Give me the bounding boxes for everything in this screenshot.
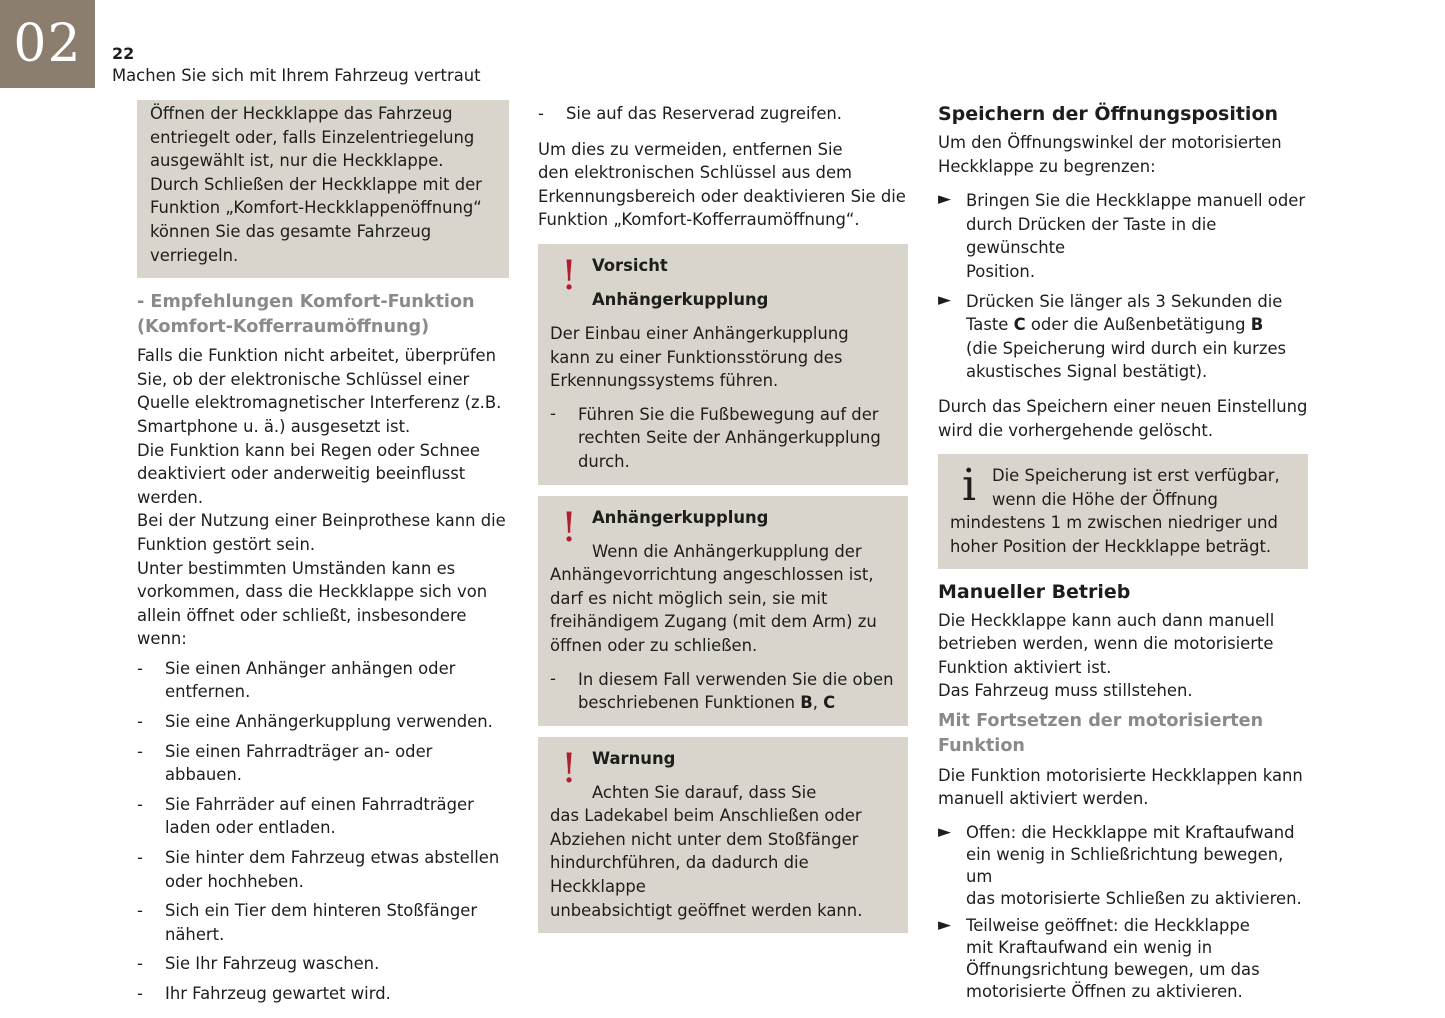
exclamation-icon: ! <box>561 745 578 792</box>
body-line: Quelle elektromagnetischer Interferenz (z.B. <box>137 393 502 413</box>
key-b: B <box>800 693 813 713</box>
body-line: vorkommen, dass die Heckklappe sich von <box>137 582 488 602</box>
dash-marker: - <box>137 794 143 814</box>
left-column <box>137 100 509 1006</box>
note-line: Öffnen der Heckklappe das Fahrzeug <box>150 104 453 123</box>
hitch-line: darf es nicht möglich sein, sie mit <box>550 588 828 608</box>
info-box: i Die Speicherung ist erst verfügbar, wenn die Höhe der Öffnung mindestens 1 m zwischen niedriger und hoher Position der Heckklappe beträgt. <box>938 454 1308 568</box>
manual-operation-heading: Manueller Betrieb <box>938 580 1131 603</box>
caution-line: Der Einbau einer Anhängerkupplung <box>550 323 849 343</box>
middle-column <box>538 100 908 933</box>
hitch-list <box>550 668 896 715</box>
step-item: ► Bringen Sie die Heckklappe manuell oder durch Drücken der Taste in die gewünschte Position. <box>938 189 1306 281</box>
body-line: allein öffnet oder schließt, insbesondere wenn: <box>137 605 467 649</box>
dash-marker: - <box>137 901 143 921</box>
exclamation-icon: ! <box>561 252 578 299</box>
info-icon: i <box>962 460 977 512</box>
list-item: - Sie einen Anhänger anhängen oder entfernen. <box>137 658 456 702</box>
dash-marker: - <box>137 741 143 761</box>
continue-motorized-heading: Mit Fortsetzen der motorisierten Funktion <box>938 710 1264 756</box>
list-item: - Sie Fahrräder auf einen Fahrradträger laden oder entladen. <box>137 794 474 838</box>
caution-box <box>538 244 908 485</box>
dash-marker: - <box>137 848 143 868</box>
manual-steps <box>938 822 1308 1003</box>
key-b: B <box>1250 315 1264 335</box>
save-after-text: Durch das Speichern einer neuen Einstellung wird die vorhergehende gelöscht. <box>938 396 1308 440</box>
hitch-line: Anhängevorrichtung angeschlossen ist, <box>550 565 874 585</box>
body-line: Die Funktion kann bei Regen oder Schnee <box>137 440 481 460</box>
arrow-icon: ► <box>938 822 952 843</box>
caution-list <box>550 403 896 474</box>
body-line: Sie, ob der elektronische Schlüssel einer <box>137 369 470 389</box>
body-line: werden. <box>137 487 204 507</box>
caution-title: Vorsicht <box>592 255 668 275</box>
warning-line: unbeabsichtigt geöffnet werden kann. <box>550 900 863 920</box>
dash-marker: - <box>538 104 544 123</box>
heading-line: - Empfehlungen Komfort-Funktion <box>137 292 475 313</box>
list-item: - Sich ein Tier dem hinteren Stoßfänger nähert. <box>137 901 478 944</box>
body-line: Falls die Funktion nicht arbeitet, überprüfen <box>137 346 497 366</box>
body-line: deaktiviert oder anderweitig beeinflusst <box>137 464 466 484</box>
continued-note-box <box>137 100 509 278</box>
list-item: - Sie einen Fahrradträger an- oder abbauen. <box>137 741 433 785</box>
note-line: ausgewählt ist, nur die Heckklappe. <box>150 151 444 171</box>
heading-line: (Komfort-Kofferraumöffnung) <box>137 317 430 338</box>
right-column <box>938 100 1308 1003</box>
list-item: - Ihr Fahrzeug gewartet wird. <box>137 982 509 1006</box>
list-item: - Sie hinter dem Fahrzeug etwas abstellen oder hochheben. <box>137 848 500 891</box>
list-item: - Führen Sie die Fußbewegung auf der rechten Seite der Anhängerkupplung durch. <box>550 403 881 471</box>
recommendations-body <box>137 344 509 651</box>
key-c: C <box>1013 315 1026 335</box>
dash-marker: - <box>137 712 143 732</box>
warning-line: hindurchführen, da dadurch die Heckklappe <box>550 853 809 897</box>
dash-marker: - <box>137 658 143 678</box>
chapter-tab: 02 <box>0 0 95 88</box>
recommendations-heading <box>137 290 509 340</box>
dash-marker: - <box>550 668 556 688</box>
list-item: - In diesem Fall verwenden Sie die oben beschriebenen Funktionen B, C <box>550 668 894 713</box>
save-intro: Um den Öffnungswinkel der motorisierten Heckklappe zu begrenzen: <box>938 133 1282 176</box>
caution-subtitle: Anhängerkupplung <box>592 289 769 309</box>
page-number: 22 <box>112 44 135 63</box>
save-position-heading: Speichern der Öffnungsposition <box>938 103 1279 125</box>
hitch-warning-box <box>538 496 908 726</box>
note-line: Funktion „Komfort-Heckklappenöffnung“ <box>150 198 482 218</box>
continue-text: Die Funktion motorisierte Heckklappen kann manuell aktiviert werden. <box>938 765 1303 809</box>
body-line: Erkennungsbereich oder deaktivieren Sie die <box>538 186 906 206</box>
warning-line: das Ladekabel beim Anschließen oder <box>550 806 862 826</box>
hitch-line: freihändigem Zugang (mit dem Arm) zu <box>550 612 877 632</box>
body-line: Funktion „Komfort-Kofferraumöffnung“. <box>538 210 860 230</box>
note-line: Durch Schließen der Heckklappe mit der <box>150 174 482 194</box>
section-title: Machen Sie sich mit Ihrem Fahrzeug vertraut <box>112 66 481 85</box>
avoid-text <box>538 138 908 232</box>
save-steps <box>938 189 1308 384</box>
warning-line: Achten Sie darauf, dass Sie <box>592 782 817 802</box>
key-c: C <box>823 693 836 713</box>
dash-marker: - <box>137 954 143 974</box>
list-item: - Sie eine Anhängerkupplung verwenden. <box>137 710 509 734</box>
step-item: ► Teilweise geöffnet: die Heckklappe mit Kraftaufwand ein wenig in Öffnungsrichtung bewegen, um das motorisierte Öffnen zu aktivieren. <box>938 915 1260 1002</box>
body-line: Unter bestimmten Umständen kann es <box>137 558 456 578</box>
caution-line: Erkennungssystems führen. <box>550 371 779 391</box>
note-line: verriegeln. <box>150 245 239 265</box>
caution-line: kann zu einer Funktionsstörung des <box>550 347 843 367</box>
body-line: Bei der Nutzung einer Beinprothese kann die <box>137 511 506 531</box>
dash-marker: - <box>137 984 143 1003</box>
step-item: ► Drücken Sie länger als 3 Sekunden die Taste C oder die Außenbetätigung B (die Speicherung wird durch ein kurzes akustisches Signal bestätigt). <box>938 289 1287 382</box>
body-line: den elektronischen Schlüssel aus dem <box>538 163 853 183</box>
warning-title: Warnung <box>592 748 676 768</box>
circumstances-list <box>137 657 509 1006</box>
arrow-icon: ► <box>938 915 952 936</box>
manual-text: Die Heckklappe kann auch dann manuell betrieben werden, wenn die motorisierte Funktion aktiviert ist. Das Fahrzeug muss stillstehen. <box>938 610 1275 701</box>
list-item: - Sie auf das Reserverad zugreifen. <box>538 102 908 126</box>
body-line: Smartphone u. ä.) ausgesetzt ist. <box>137 416 411 436</box>
dash-marker: - <box>550 403 556 423</box>
arrow-icon: ► <box>938 189 952 210</box>
hitch-line: Wenn die Anhängerkupplung der <box>592 541 862 561</box>
note-line: entriegelt oder, falls Einzelentriegelung <box>150 127 475 147</box>
charging-warning-box <box>538 737 908 934</box>
step-item: ► Offen: die Heckklappe mit Kraftaufwand ein wenig in Schließrichtung bewegen, um das motorisierte Schließen zu aktivieren. <box>938 822 1302 909</box>
note-line: können Sie das gesamte Fahrzeug <box>150 221 432 241</box>
exclamation-icon: ! <box>561 504 578 551</box>
hitch-line: öffnen oder zu schließen. <box>550 635 758 655</box>
continued-list <box>538 102 908 126</box>
body-line: Um dies zu vermeiden, entfernen Sie <box>538 139 843 159</box>
body-line: Funktion gestört sein. <box>137 534 316 554</box>
list-item: - Sie Ihr Fahrzeug waschen. <box>137 952 509 976</box>
warning-line: Abziehen nicht unter dem Stoßfänger <box>550 829 859 849</box>
hitch-title: Anhängerkupplung <box>592 507 769 527</box>
arrow-icon: ► <box>938 289 952 310</box>
